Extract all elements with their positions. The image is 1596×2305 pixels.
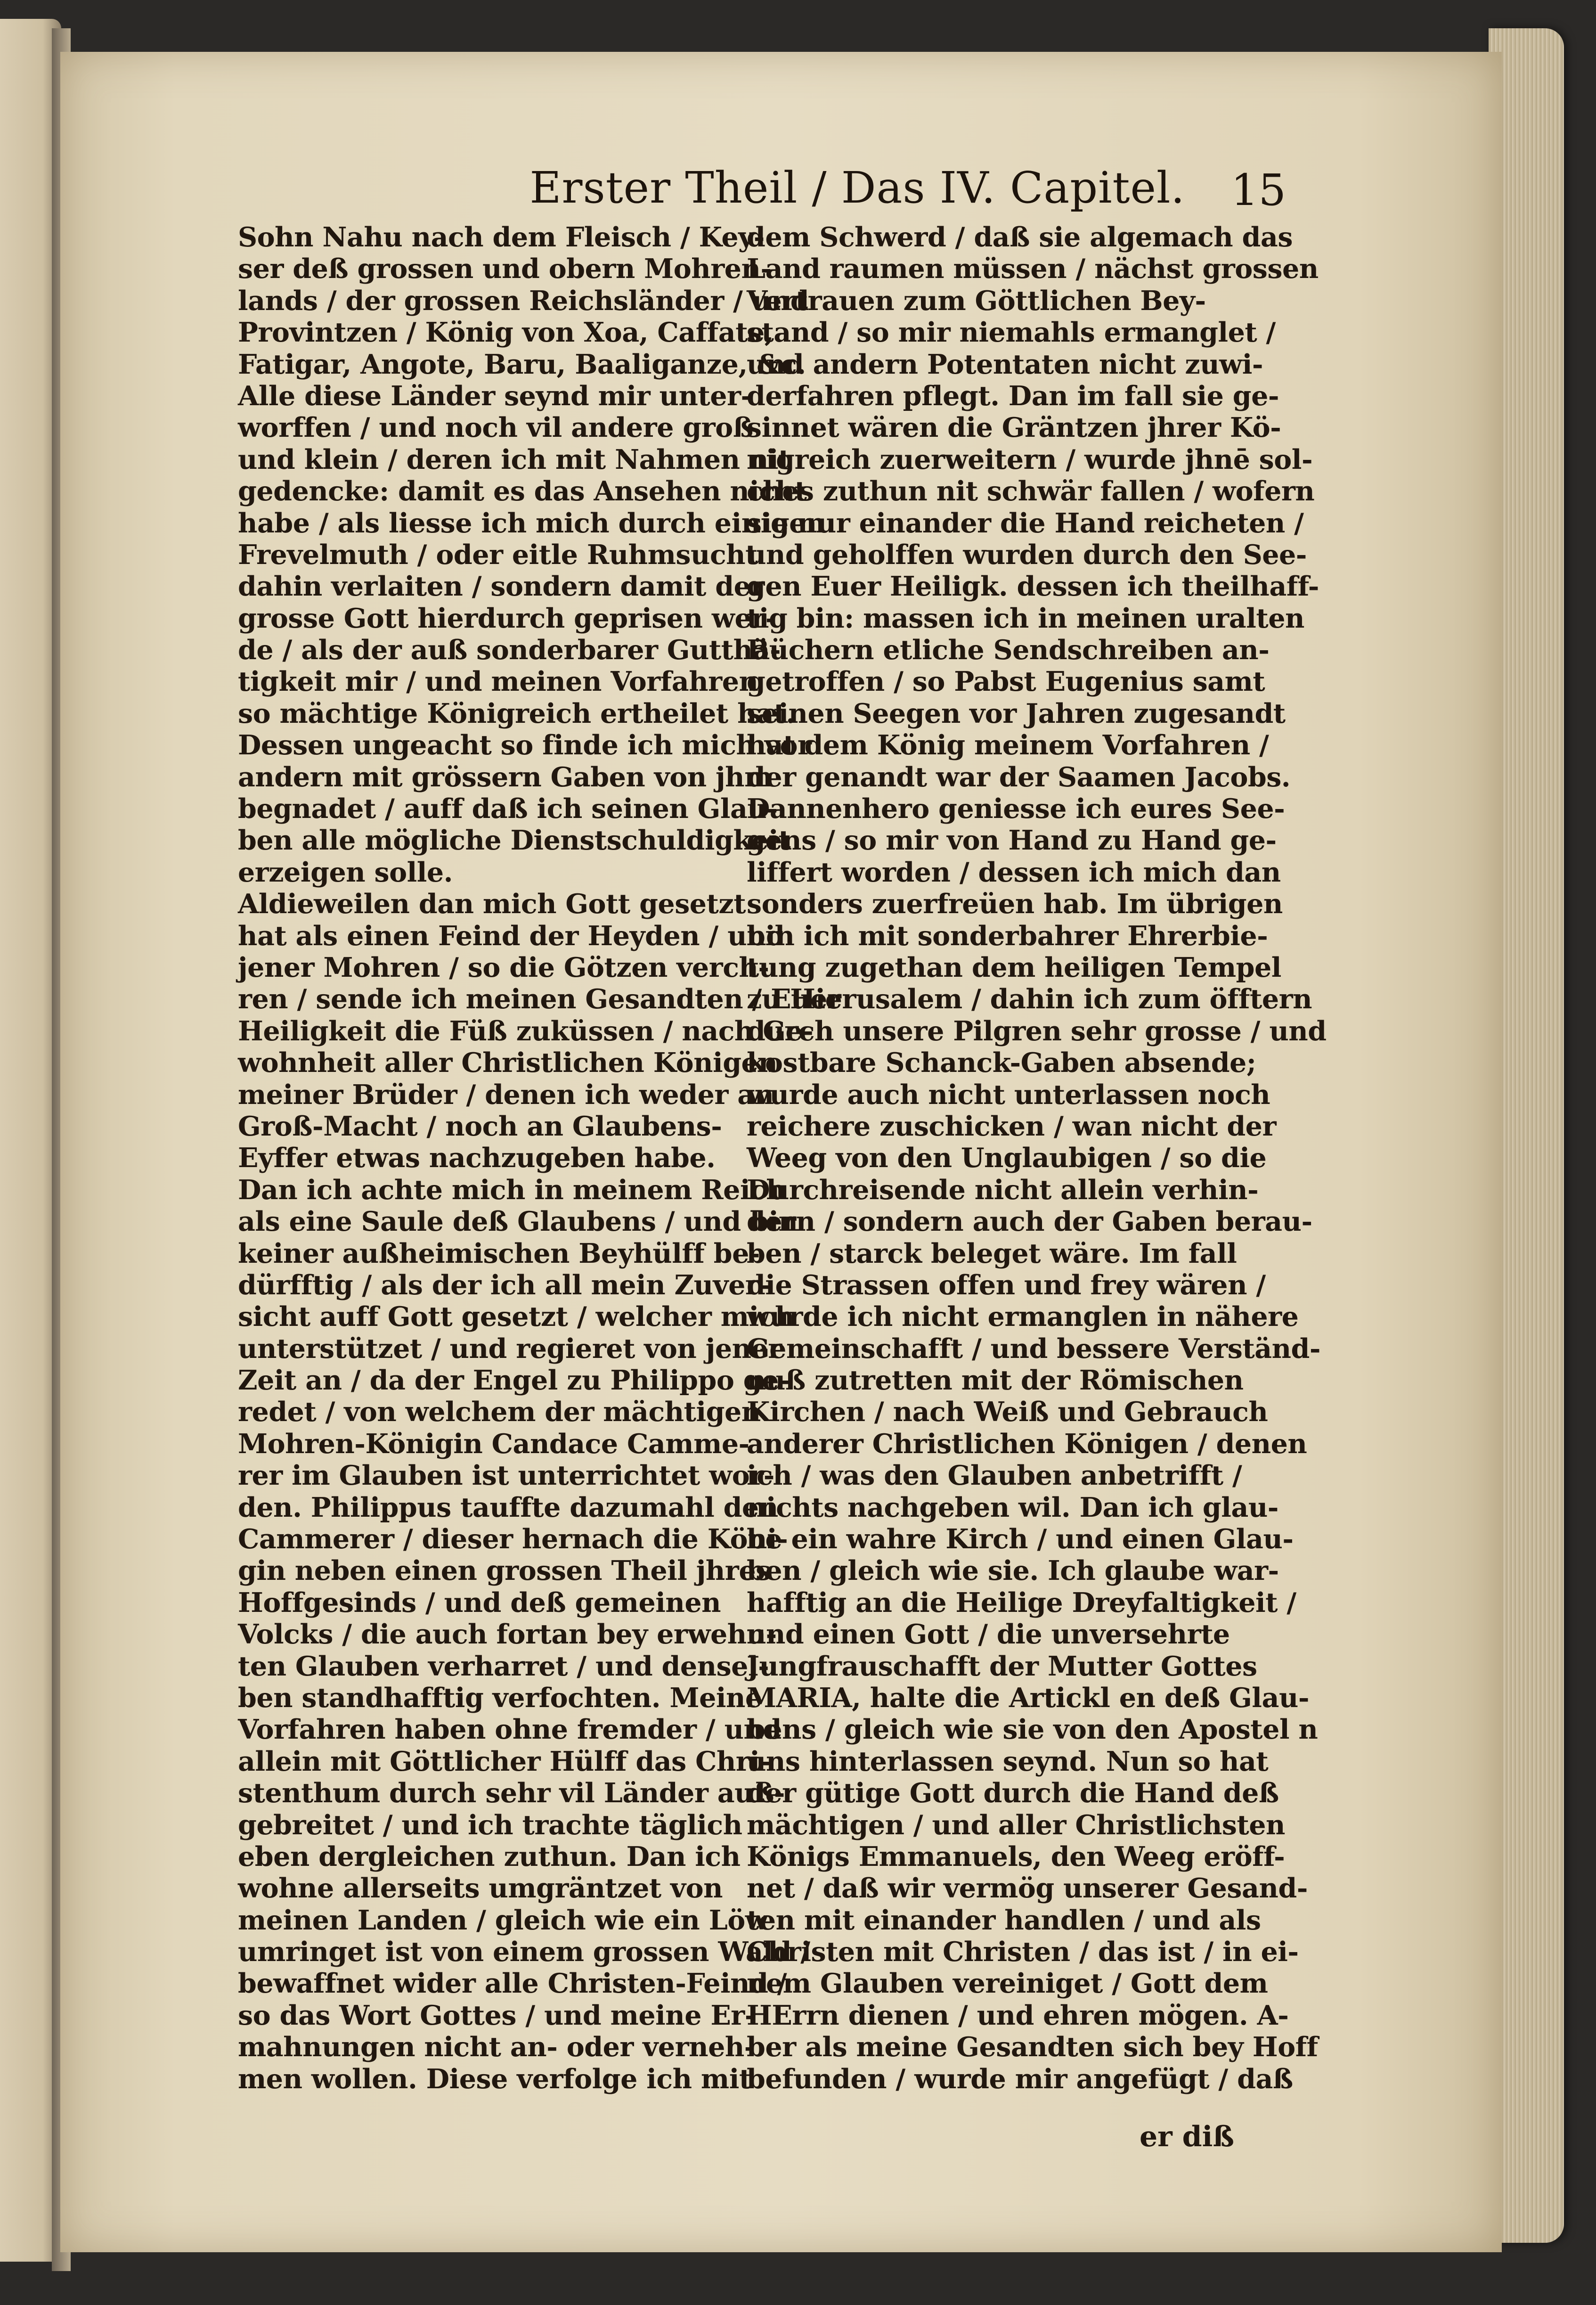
text-line: Dannenhero geniesse ich eures See-	[747, 793, 1285, 825]
text-line: ches zuthun nit schwär fallen / wofern	[747, 475, 1315, 507]
text-line: ben standhafftig verfochten. Meine	[238, 1682, 762, 1714]
text-line: seinen Seegen vor Jahren zugesandt	[747, 697, 1286, 729]
text-line: MARIA, halte die Artickl en deß Glau-	[747, 1682, 1309, 1714]
text-line: kostbare Schanck-Gaben absende;	[747, 1047, 1256, 1079]
text-line: sinnet wären die Gräntzen jhrer Kö-	[747, 412, 1281, 444]
text-line: Alle diese Länder seynd mir unter-	[238, 380, 752, 412]
text-line: Durchreisende nicht allein verhin-	[747, 1174, 1259, 1206]
text-line: meiner Brüder / denen ich weder an	[238, 1079, 774, 1111]
text-line: und klein / deren ich mit Nahmen nit	[238, 443, 790, 475]
text-line: sonders zuerfreüen hab. Im übrigen	[747, 888, 1283, 920]
text-line: gens / so mir von Hand zu Hand ge-	[747, 825, 1277, 857]
text-line: andern mit grössern Gaben von jhm	[238, 761, 773, 793]
text-line: den. Philippus tauffte dazumahl den	[238, 1491, 778, 1523]
text-line: zu Hierusalem / dahin ich zum öfftern	[747, 983, 1312, 1015]
text-line: dahin verlaiten / sondern damit der	[238, 571, 765, 603]
text-line: eben dergleichen zuthun. Dan ich	[238, 1840, 741, 1872]
text-line: de / als der auß sonderbarer Gutthä-	[238, 634, 781, 666]
text-line: ben alle mögliche Dienstschuldigkeit	[238, 825, 791, 857]
text-line: bewaffnet wider alle Christen-Feind /	[238, 1968, 787, 2000]
text-line: reichere zuschicken / wan nicht der	[747, 1110, 1276, 1142]
text-line: be ein wahre Kirch / und einen Glau-	[747, 1523, 1294, 1555]
text-line: Mohren-Königin Candace Camme-	[238, 1428, 749, 1460]
text-line: dürfftig / als der ich all mein Zuver-	[238, 1269, 770, 1301]
text-line: allein mit Göttlicher Hülff das Chri-	[238, 1745, 771, 1777]
text-line: sie nur einander die Hand reicheten /	[747, 507, 1304, 539]
text-line: tung zugethan dem heiligen Tempel	[747, 951, 1281, 983]
text-line: Heiligkeit die Füß zuküssen / nach Ge-	[238, 1015, 814, 1047]
text-line: Weeg von den Unglaubigen / so die	[747, 1142, 1267, 1174]
text-line: Dessen ungeacht so finde ich mich vor	[238, 729, 812, 761]
text-line: habe / als liesse ich mich durch einigen	[238, 507, 825, 539]
text-line: erzeigen solle.	[238, 856, 453, 888]
text-line: nichts nachgeben wil. Dan ich glau-	[747, 1491, 1278, 1523]
text-line: hat dem König meinem Vorfahren /	[747, 729, 1269, 761]
text-line: Cammerer / dieser hernach die Köni-	[238, 1523, 788, 1555]
text-line: ber als meine Gesandten sich bey Hoff	[747, 2031, 1318, 2063]
text-line: rer im Glauben ist unterrichtet wor-	[238, 1460, 774, 1492]
text-line: tig bin: massen ich in meinen uralten	[747, 602, 1304, 634]
catchword: er diß	[1139, 2120, 1234, 2153]
text-line: Kirchen / nach Weiß und Gebrauch	[747, 1396, 1268, 1428]
text-line: Jungfrauschafft der Mutter Gottes	[747, 1650, 1257, 1682]
text-line: dern / sondern auch der Gaben berau-	[747, 1206, 1312, 1238]
text-line: befunden / wurde mir angefügt / daß	[747, 2063, 1293, 2095]
text-line: Königs Emmanuels, den Weeg eröff-	[747, 1840, 1285, 1872]
text-line: Vertrauen zum Göttlichen Bey-	[747, 285, 1206, 317]
text-line: worffen / und noch vil andere groß	[238, 412, 753, 444]
text-line: Büchern etliche Sendschreiben an-	[747, 634, 1270, 666]
text-line: uns hinterlassen seynd. Nun so hat	[747, 1745, 1269, 1777]
text-line: und andern Potentaten nicht zuwi-	[747, 348, 1263, 380]
text-line: anderer Christlichen Königen / denen	[747, 1428, 1307, 1460]
text-line: durch unsere Pilgren sehr grosse / und	[747, 1015, 1327, 1047]
text-line: wurde ich nicht ermanglen in nähere	[747, 1301, 1299, 1333]
text-line: ben / starck beleget wäre. Im fall	[747, 1237, 1237, 1269]
text-line: men wollen. Diese verfolge ich mit	[238, 2063, 751, 2095]
text-line: nuß zutretten mit der Römischen	[747, 1365, 1244, 1397]
text-line: gebreitet / und ich trachte täglich	[238, 1809, 742, 1841]
text-line: der genandt war der Saamen Jacobs.	[747, 761, 1291, 793]
text-line: begnadet / auff daß ich seinen Glau-	[238, 793, 778, 825]
text-line: so mächtige Königreich ertheilet hat.	[238, 697, 795, 729]
text-line: gen Euer Heiligk. dessen ich theilhaff-	[747, 571, 1319, 603]
text-line: Volcks / die auch fortan bey erwehn-	[238, 1618, 777, 1651]
text-line: Hoffgesinds / und deß gemeinen	[238, 1586, 721, 1618]
text-line: umringet ist von einem grossen Wald /	[238, 1936, 810, 1968]
text-line: net / daß wir vermög unserer Gesand-	[747, 1872, 1308, 1904]
text-line: bens / gleich wie sie von den Apostel n	[747, 1714, 1318, 1746]
text-line: getroffen / so Pabst Eugenius samt	[747, 666, 1265, 698]
text-line: grosse Gott hierdurch geprisen wer-	[238, 602, 776, 634]
text-line: Dan ich achte mich in meinem Reich	[238, 1174, 786, 1206]
text-line: HErrn dienen / und ehren mögen. A-	[747, 1999, 1289, 2031]
text-line: tigkeit mir / und meinen Vorfahren	[238, 666, 758, 698]
text-line: redet / von welchem der mächtigen	[238, 1396, 761, 1428]
text-line: nem Glauben vereiniget / Gott dem	[747, 1968, 1268, 2000]
text-line: und einen Gott / die unversehrte	[747, 1618, 1230, 1651]
text-line: sicht auff Gott gesetzt / welcher mich	[238, 1301, 794, 1333]
text-line: Zeit an / da der Engel zu Philippo ge-	[238, 1365, 790, 1397]
text-line: bin ich mit sonderbahrer Ehrerbie-	[747, 920, 1268, 952]
text-line: jener Mohren / so die Götzen verch-	[238, 951, 769, 983]
text-line: ren / sende ich meinen Gesandten / Euer	[238, 983, 841, 1015]
text-line: stenthum durch sehr vil Länder auß-	[238, 1777, 785, 1809]
text-line: ten Glauben verharret / und densel-	[238, 1650, 769, 1682]
text-line: als eine Saule deß Glaubens / und bin	[238, 1206, 798, 1238]
text-line: liffert worden / dessen ich mich dan	[747, 856, 1281, 888]
right-text-column	[747, 221, 1327, 2095]
text-line: ben / gleich wie sie. Ich glaube war-	[747, 1555, 1279, 1587]
text-line: Land raumen müssen / nächst grossen	[747, 253, 1319, 285]
text-line: keiner außheimischen Beyhülff be-	[238, 1237, 760, 1269]
text-line: und geholffen wurden durch den See-	[747, 539, 1307, 571]
text-line: Eyffer etwas nachzugeben habe.	[238, 1142, 716, 1174]
page-number: 15	[1230, 165, 1286, 215]
text-line: hat als einen Feind der Heyden / und	[238, 920, 785, 952]
text-line: Fatigar, Angote, Baru, Baaliganze, &c.	[238, 348, 806, 380]
text-line: ich / was den Glauben anbetrifft /	[747, 1460, 1242, 1492]
text-line: wohnheit aller Christlichen Königen	[238, 1047, 778, 1079]
text-line: so das Wort Gottes / und meine Er-	[238, 1999, 756, 2031]
text-line: unterstützet / und regieret von jener	[238, 1332, 782, 1365]
text-line: wurde auch nicht unterlassen noch	[747, 1079, 1270, 1111]
text-line: ten mit einander handlen / und als	[747, 1904, 1261, 1936]
text-line: lands / der grossen Reichsländer / und	[238, 285, 809, 317]
text-line: Vorfahren haben ohne fremder / und	[238, 1714, 782, 1746]
text-line: hafftig an die Heilige Dreyfaltigkeit /	[747, 1586, 1296, 1618]
text-line: mahnungen nicht an- oder verneh-	[238, 2031, 755, 2063]
text-line: Aldieweilen dan mich Gott gesetzt	[238, 888, 746, 920]
text-line: mächtigen / und aller Christlichsten	[747, 1809, 1285, 1841]
text-line: Gemeinschafft / und bessere Verständ-	[747, 1332, 1321, 1365]
text-line: Provintzen / König von Xoa, Caffate,	[238, 317, 774, 349]
running-header: Erster Theil / Das IV. Capitel.	[529, 163, 1185, 213]
left-text-column	[238, 221, 841, 2095]
text-line: derfahren pflegt. Dan im fall sie ge-	[747, 380, 1279, 412]
text-line: Sohn Nahu nach dem Fleisch / Key-	[238, 221, 765, 253]
text-line: gedencke: damit es das Ansehen nicht	[238, 475, 807, 507]
text-line: ser deß grossen und obern Mohren-	[238, 253, 772, 285]
text-line: gin neben einen grossen Theil jhres	[238, 1555, 771, 1587]
text-line: dem Schwerd / daß sie algemach das	[747, 221, 1293, 253]
text-line: Frevelmuth / oder eitle Ruhmsucht	[238, 539, 757, 571]
text-line: nigreich zuerweitern / wurde jhnē sol-	[747, 443, 1313, 475]
text-line: stand / so mir niemahls ermanglet /	[747, 317, 1276, 349]
text-line: Groß-Macht / noch an Glaubens-	[238, 1110, 722, 1142]
text-line: wohne allerseits umgräntzet von	[238, 1872, 723, 1904]
text-line: die Strassen offen und frey wären /	[747, 1269, 1266, 1301]
text-line: Christen mit Christen / das ist / in ei-	[747, 1936, 1299, 1968]
text-line: meinen Landen / gleich wie ein Löw	[238, 1904, 768, 1936]
text-line: der gütige Gott durch die Hand deß	[747, 1777, 1279, 1809]
